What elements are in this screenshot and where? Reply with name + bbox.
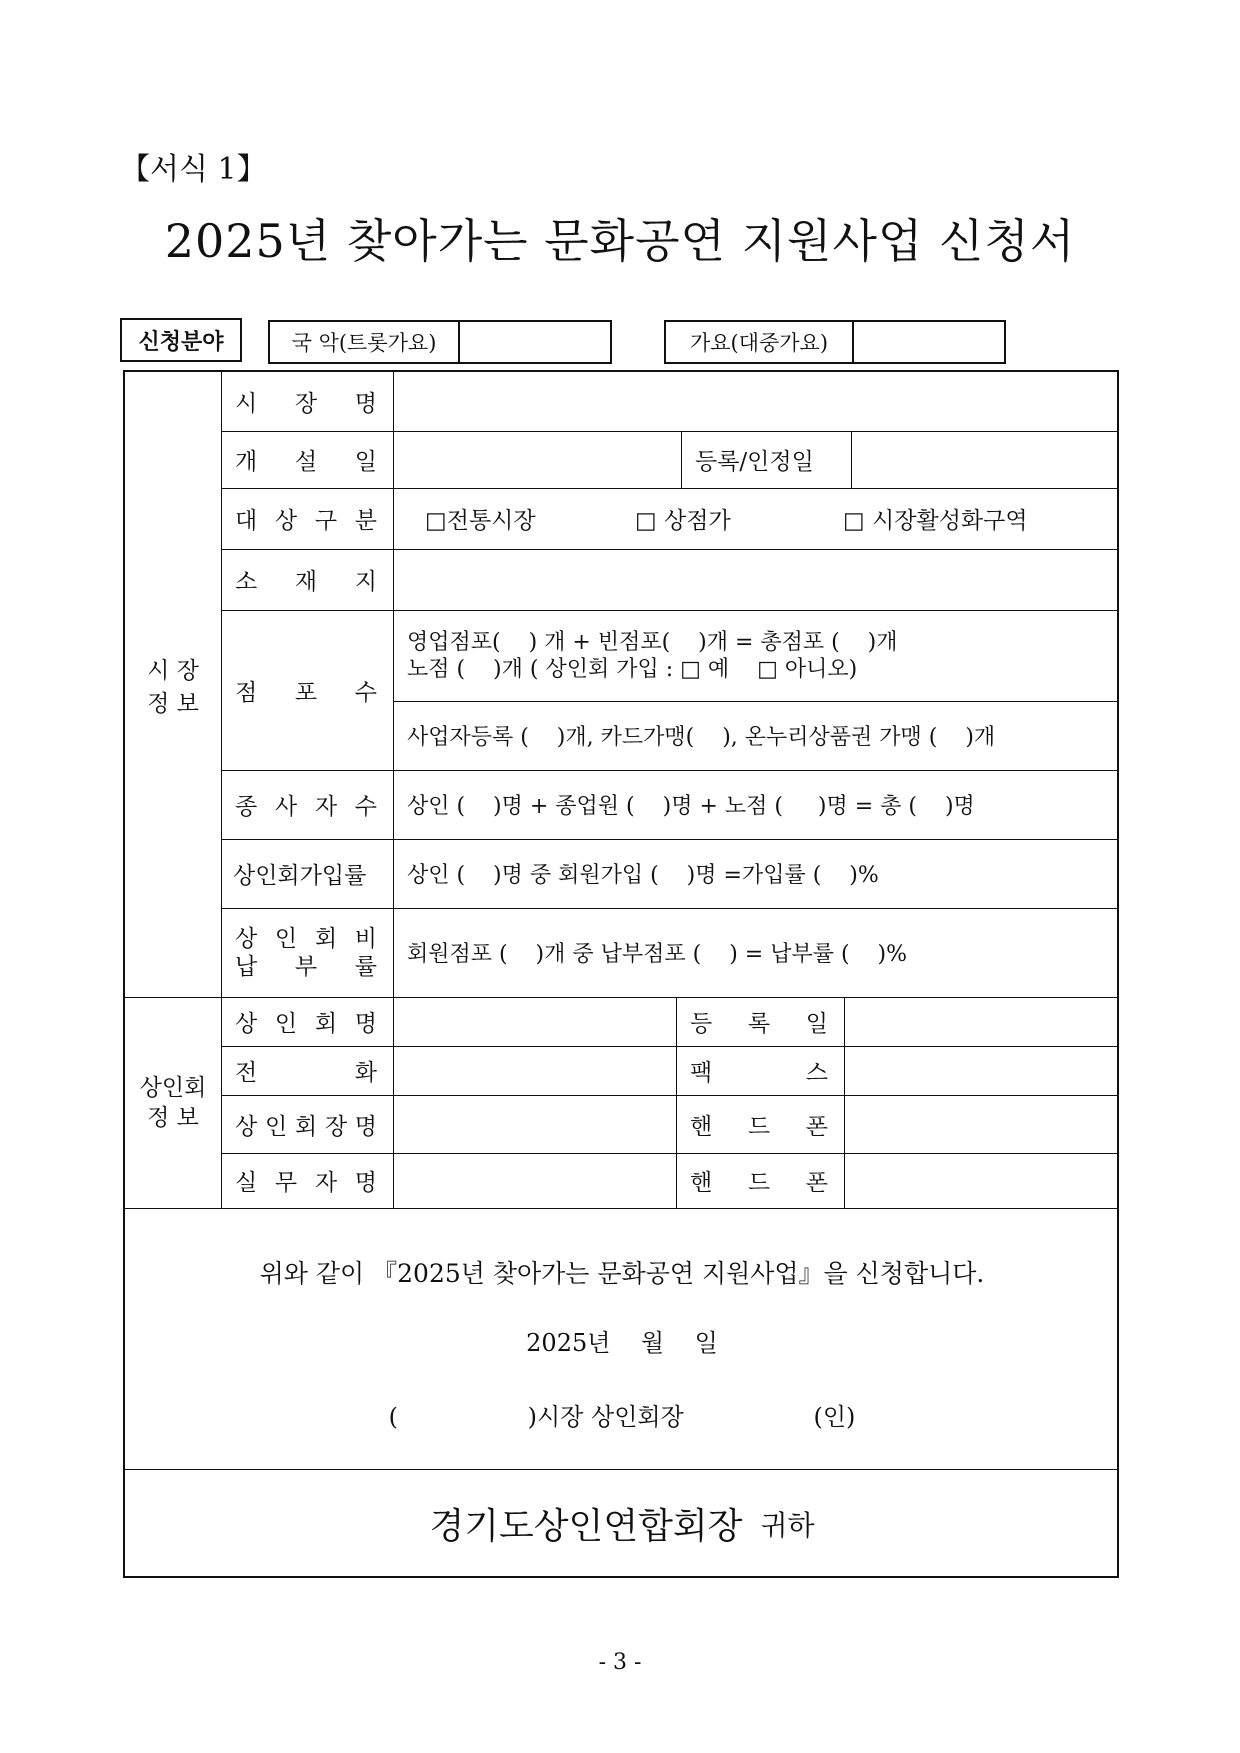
membership-rate-label: 상인회가입률 [233, 863, 367, 889]
market-info-label-line1: 시 장 [147, 657, 199, 684]
fax-field[interactable] [844, 1046, 1119, 1095]
president-mobile-label: 핸 드 폰 [690, 1113, 828, 1140]
staff-name-label: 실 무 자 명 [235, 1170, 377, 1196]
market-name-field[interactable] [393, 372, 1119, 431]
opening-date-field[interactable] [393, 431, 681, 488]
association-info-label-line2: 정 보 [147, 1104, 199, 1131]
association-reg-date-label: 등 록 일 [690, 1011, 828, 1037]
store-count-line2: 노점 ( )개 ( 상인회 가입 : □ 예 □ 아니오) [407, 656, 858, 682]
association-name-field[interactable] [393, 997, 676, 1046]
category-option-traditional [268, 320, 612, 364]
president-name-label: 상 인 회 장 명 [235, 1113, 377, 1140]
application-date[interactable]: 2025년 월 일 [526, 1328, 718, 1357]
market-info-label-line2: 정 보 [147, 690, 199, 717]
association-name-label: 상 인 회 명 [235, 1011, 377, 1037]
opening-date-label: 개 설 일 [235, 449, 377, 475]
recipient-name: 경기도상인연합회장 [429, 1506, 743, 1547]
category-option-traditional-field[interactable] [460, 322, 610, 362]
category-option-popular-field[interactable] [854, 322, 1004, 362]
staff-name-field[interactable] [393, 1153, 676, 1208]
form-number: 【서식 1】 [120, 152, 267, 187]
store-count-label: 점 포 수 [235, 679, 377, 706]
membership-rate-field[interactable]: 상인 ( )명 중 회원가입 ( )명 =가입률 ( )% [407, 863, 879, 888]
category-option-traditional-label: 국 악(트롯가요) [270, 322, 460, 362]
registration-date-label: 등록/인정일 [695, 449, 814, 475]
declaration-text: 위와 같이 『2025년 찾아가는 문화공연 지원사업』을 신청합니다. [259, 1259, 985, 1288]
store-count-line1: 영업점포( ) 개 + 빈점포( )개 = 총점포 ( )개 [407, 629, 898, 655]
target-option-revitalization-zone[interactable]: □ 시장활성화구역 [843, 508, 1028, 534]
employee-count-label: 종 사 자 수 [235, 794, 377, 820]
fee-payment-rate-label: 상 인 회 비 납 부 률 [235, 925, 377, 980]
president-name-field[interactable] [393, 1095, 676, 1153]
page-number: - 3 - [598, 1650, 642, 1675]
location-label: 소 재 지 [235, 569, 377, 595]
association-info-label-line1: 상인회 [139, 1074, 207, 1101]
staff-mobile-field[interactable] [844, 1153, 1119, 1208]
target-option-traditional-market[interactable]: □전통시장 [425, 508, 536, 534]
category-label: 신청분야 [120, 318, 242, 362]
recipient-line [125, 1469, 1119, 1578]
fee-payment-rate-field[interactable]: 회원점포 ( )개 중 납부점포 ( ) = 납부률 ( )% [407, 942, 907, 967]
president-mobile-field[interactable] [844, 1095, 1119, 1153]
staff-mobile-label: 핸 드 폰 [690, 1170, 828, 1196]
target-option-shopping-street[interactable]: □ 상점가 [635, 508, 731, 534]
registration-date-field[interactable] [851, 431, 1119, 488]
market-name-label: 시 장 명 [235, 391, 377, 417]
category-option-popular-label: 가요(대중가요) [666, 322, 854, 362]
market-info-section-label [125, 372, 221, 997]
page-title: 2025년 찾아가는 문화공연 지원사업 신청서 [164, 214, 1076, 268]
category-option-popular [664, 320, 1006, 364]
fax-label: 팩 스 [690, 1060, 828, 1086]
phone-label: 전 화 [235, 1060, 377, 1086]
recipient-suffix: 귀하 [760, 1508, 815, 1542]
target-type-label: 대 상 구 분 [235, 508, 377, 534]
location-field[interactable] [393, 549, 1119, 610]
association-info-section-label [125, 997, 221, 1208]
store-count-details[interactable] [393, 610, 1119, 701]
phone-field[interactable] [393, 1046, 676, 1095]
application-table [123, 370, 1119, 1578]
store-registration-details[interactable]: 사업자등록 ( )개, 카드가맹( ), 온누리상품권 가맹 ( )개 [407, 725, 996, 750]
signature-line[interactable]: ( )시장 상인회장 (인) [388, 1402, 856, 1431]
association-reg-date-field[interactable] [844, 997, 1119, 1046]
employee-count-field[interactable]: 상인 ( )명 + 종업원 ( )명 + 노점 ( )명 = 총 ( )명 [407, 794, 975, 819]
